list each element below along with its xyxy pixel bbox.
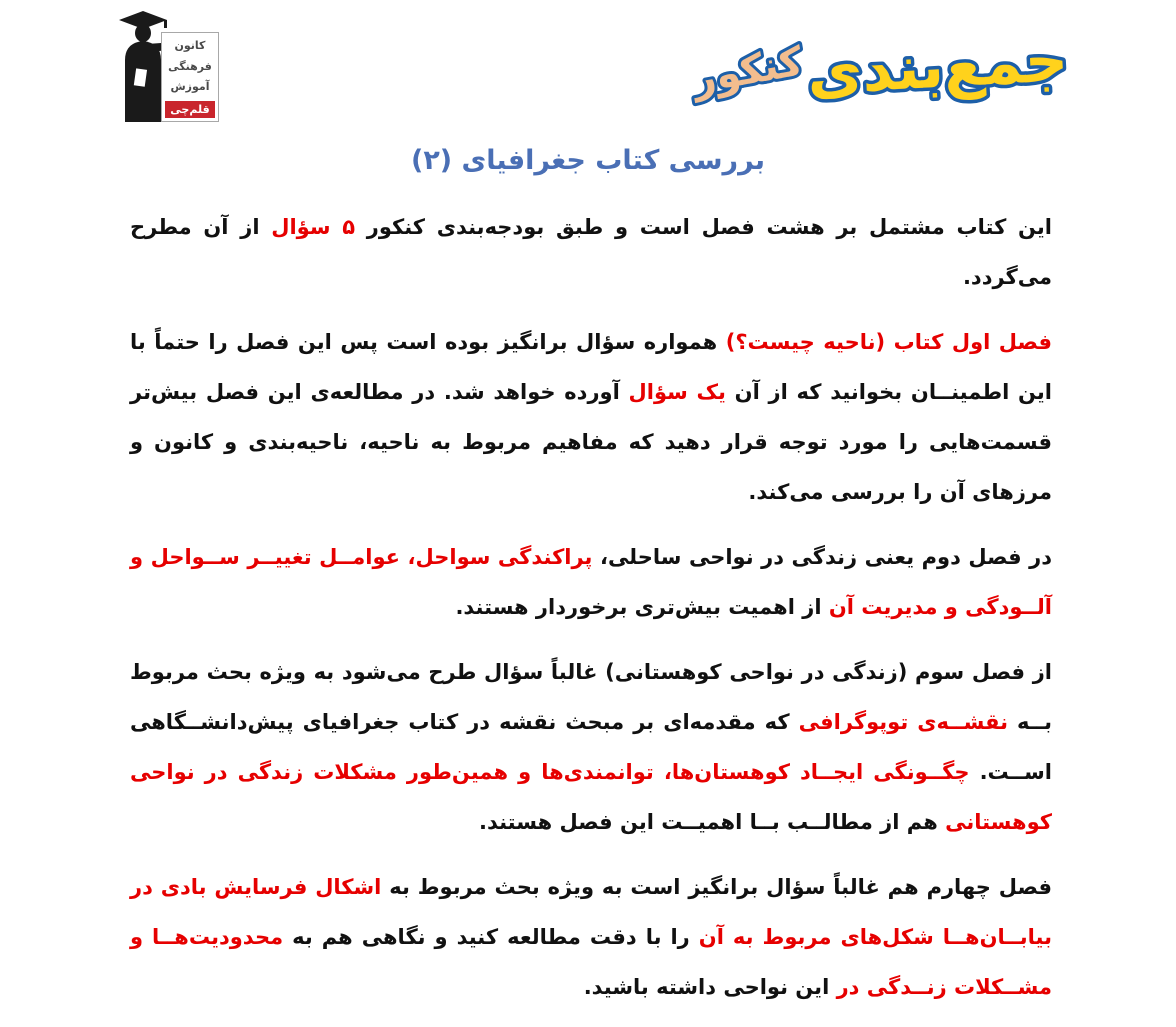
text-run: که مقدمه‌ای بر مبحث نقشه در کتاب جغرافیای پیش‌دانشــگاهی اســت. [130,710,1052,784]
text-run: محدودیت‌هــا و مشــکلات زنــدگی در [130,925,1052,999]
paragraph [130,862,1052,1012]
text-run: ۵ سؤال [271,215,356,239]
text-run: را با دقت مطالعه کنید و نگاهی هم به [283,925,699,949]
banner-word-sub: کنکور [688,38,807,104]
text-run: چگــونگی ایجــاد کوهستان‌ها، توانمندی‌ها و همین‌طور مشکلات زندگی در نواحی کوهستانی [130,760,1052,834]
logo-org-line: آموزش [170,80,210,94]
text-run: از اهمیت بیش‌تری برخوردار هستند. [455,595,829,619]
text-run: در فصل دوم یعنی زندگی در نواحی ساحلی، [592,545,1052,569]
text-run: از فصل سوم (زندگی در نواحی کوهستانی) غالباً سؤال طرح می‌شود به ویژه بحث مربوط بــه [130,660,1052,734]
text-run: پراکندگی سواحل، عوامــل تغییــر ســواحل و آلــودگی و مدیریت آن [130,545,1052,619]
text-run: آورده خواهد شد. در مطالعه‌ی این فصل بیش‌تر قسمت‌هایی را مورد توجه قرار دهید که مفاهیم مربوط به ناحیه، ناحیه‌بندی و کانون و مرزهای آن را بررسی می‌کند. [130,380,1052,504]
exam-banner [683,2,1073,130]
kanoon-logo [113,8,219,124]
text-run: یک سؤال [628,380,726,404]
logo-org-line: کانون [174,39,206,52]
text-run: فصل چهارم هم غالباً سؤال برانگیز است به ویژه بحث مربوط به [381,875,1052,899]
text-run: این نواحی داشته باشید. [583,975,837,999]
paragraph [130,317,1052,517]
text-run: نقشــه‌ی توپوگرافی [798,710,1008,734]
logo-badge: قلم‌چی [165,101,215,118]
logo-text-box [161,32,219,122]
logo-org-line: فرهنگی [168,59,212,73]
text-run: همواره سؤال برانگیز بوده است پس این فصل را حتماً با این اطمینــان بخوانید که از آن [130,330,1053,404]
paragraph [130,647,1052,847]
paragraph [130,202,1052,302]
banner-word-main: جمع‌بندی [805,25,1070,109]
text-run: هم از مطالــب بــا اهمیــت این فصل هستند. [479,810,946,834]
content [130,202,1052,1027]
paragraph [130,532,1052,632]
text-run: این کتاب مشتمل بر هشت فصل است و طبق بودجه‌بندی کنکور [355,215,1052,239]
page-title: بررسی کتاب جغرافیای (۲) [410,145,766,176]
text-run: از آن مطرح می‌گردد. [130,215,1052,289]
text-run: فصل اول کتاب (ناحیه چیست؟) [725,330,1052,354]
text-run: اشکال فرسایش بادی در بیابــان‌هــا شکل‌های مربوط به آن [130,875,1052,949]
